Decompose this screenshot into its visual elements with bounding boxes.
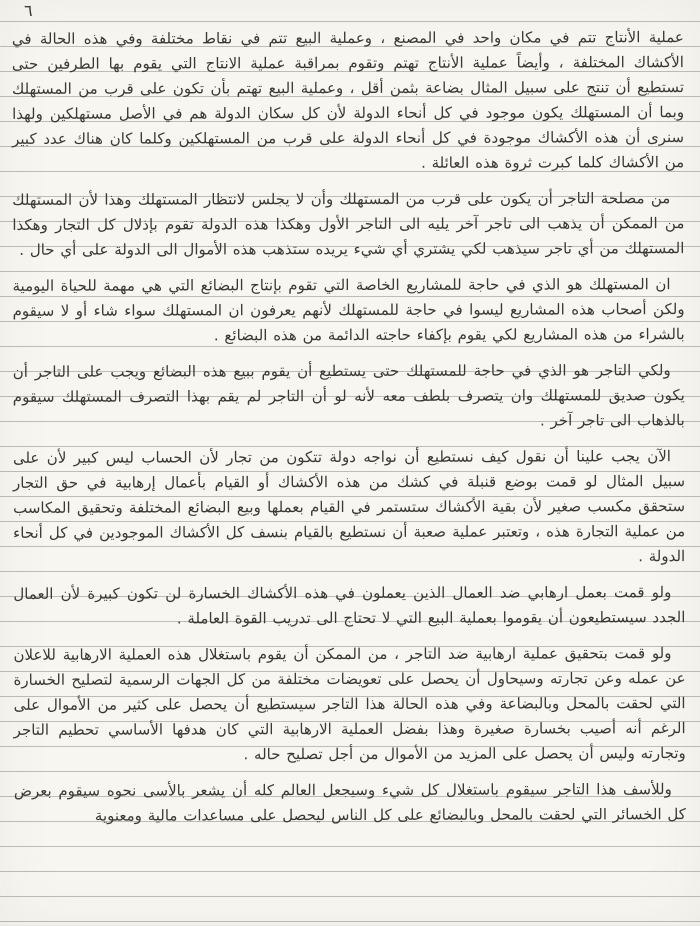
paragraph-attack-on-merchant: ولو قمت بتحقيق عملية ارهابية ضد التاجر ، من الممكن أن يقوم باستغلال هذه العملية الارهابية للاعلان عن عمله وعن تجارته وسيحاول أن يحصل على تعويضات مختلفة من كل الجهات الرسمية لتصليح الخسارة التي لحقت بالمحل وبالبضاعة وفي هذه الحالة هذا التاجر سيستطيع أن يحصل على كثير من الأموال على الرغم أنه أصيب بخسارة صغيرة وهذا بفضل العملية الارهابية التي كان هدفها الأساسي تحطيم التاجر وتجارته وليس أن يحصل على المزيد من الأموال من أجل تصليح حاله . xyxy=(13,644,686,764)
paragraph-merchant-near-consumer: من مصلحة التاجر أن يكون على قرب من المستهلك وأن لا يجلس لانتظار المستهلك وهذا لأن المستهلك من الممكن أن يذهب الى تاجر آخر يليه الى التاجر الأول وهكذا هذه الدولة تقوم بإذلال كل التجار وهكذا المستهلك من أي تاجر سيذهب لكي يشتري أي شيء يريده ستذهب هذه الأموال الى الدولة على أي حال . xyxy=(12,189,685,259)
paragraph-merchant-exploits-sympathy: وللأسف هذا التاجر سيقوم باستغلال كل شيء وسيجعل العالم كله أن يشعر بالأسى نحوه سيقوم بعرض كل الخسائر التي لحقت بالمحل وبالبضائع على كل الناس ليحصل على مساعدات مالية ومعنوية xyxy=(13,780,686,825)
paragraph-facing-merchant-state: الآن يجب علينا أن نقول كيف نستطيع أن نواجه دولة تتكون من تجار لأن الحساب ليس كبير لأن على سبيل المثال لو قمت بوضع قنبلة في كشك من هذه الأكشاك أو القيام بأعمال إرهابية في حق التجار ستحقق مكسب صغير لأن بقية الأكشاك ستستمر في القيام بعملها وبيع البضائع المختلفة وتحقيق المكاسب من عملية التجارة هذه ، وتعتبر عملية صعبة أن نستطيع بالقيام بنسف كل الأكشاك الموجودين في كل أنحاء الدولة . xyxy=(12,447,686,566)
handwritten-text-block xyxy=(12,25,686,926)
page-number: ٦ xyxy=(24,1,33,20)
paragraph-merchant-needs-consumer: ولكي التاجر هو الذي في حاجة للمستهلك حتى يستطيع أن يقوم ببيع هذه البضائع ويجب على التاجر أن يكون صديق للمستهلك وان يتصرف بلطف معه لأنه لو أن التاجر لم يقم بهذا التصرف المستهلك سيقوم بالذهاب الى تاجر آخر . xyxy=(12,361,685,430)
paragraph-consumer-needs-enterprises: ان المستهلك هو الذي في حاجة للمشاريع الخاصة التي تقوم بإنتاج البضائع التي هي مهمة للحياة اليومية ولكن أصحاب هذه المشاريع ليسوا في حاجة للمستهلك لأنهم يعرفون ان المستهلك سواء شاء أو لا سيقوم بالشراء من هذه المشاريع لكي يقوم بإكفاء حاجته الدائمة من هذه البضائع . xyxy=(12,275,685,345)
paragraph-attack-on-workers: ولو قمت بعمل ارهابي ضد العمال الذين يعملون في هذه الأكشاك الخسارة لن تكون كبيرة لأن العمال الجدد سيستطيعون أن يقوموا بعملية البيع التي لا تحتاج الى تدريب القوة العاملة . xyxy=(13,583,686,628)
paragraph-production-vs-selling: عملية الأنتاج تتم في مكان واحد في المصنع ، وعملية البيع تتم في نقاط مختلفة وفي هذه الحالة في الأكشاك المختلفة ، وأيضاً عملية الأنتاج تهتم وتقوم بمراقبة عملية الانتاج التي يقوم بها الطرفين حتى تستطيع أن تنتج على سبيل المثال بضاعة بثمن أقل ، وعملية البيع تهتم بأن تكون على قرب من المستهلك وبما أن المستهلك يكون موجود في كل أنحاء الدولة لأن كل سكان الدولة هم في الأصل مستهلكين ولهذا سنرى أن هذه الأكشاك موجودة في كل أنحاء الدولة على قرب من المستهلكين وكلما كان هناك عدد كبير من الأكشاك كلما كبرت ثروة هذه العائلة . xyxy=(11,28,685,172)
